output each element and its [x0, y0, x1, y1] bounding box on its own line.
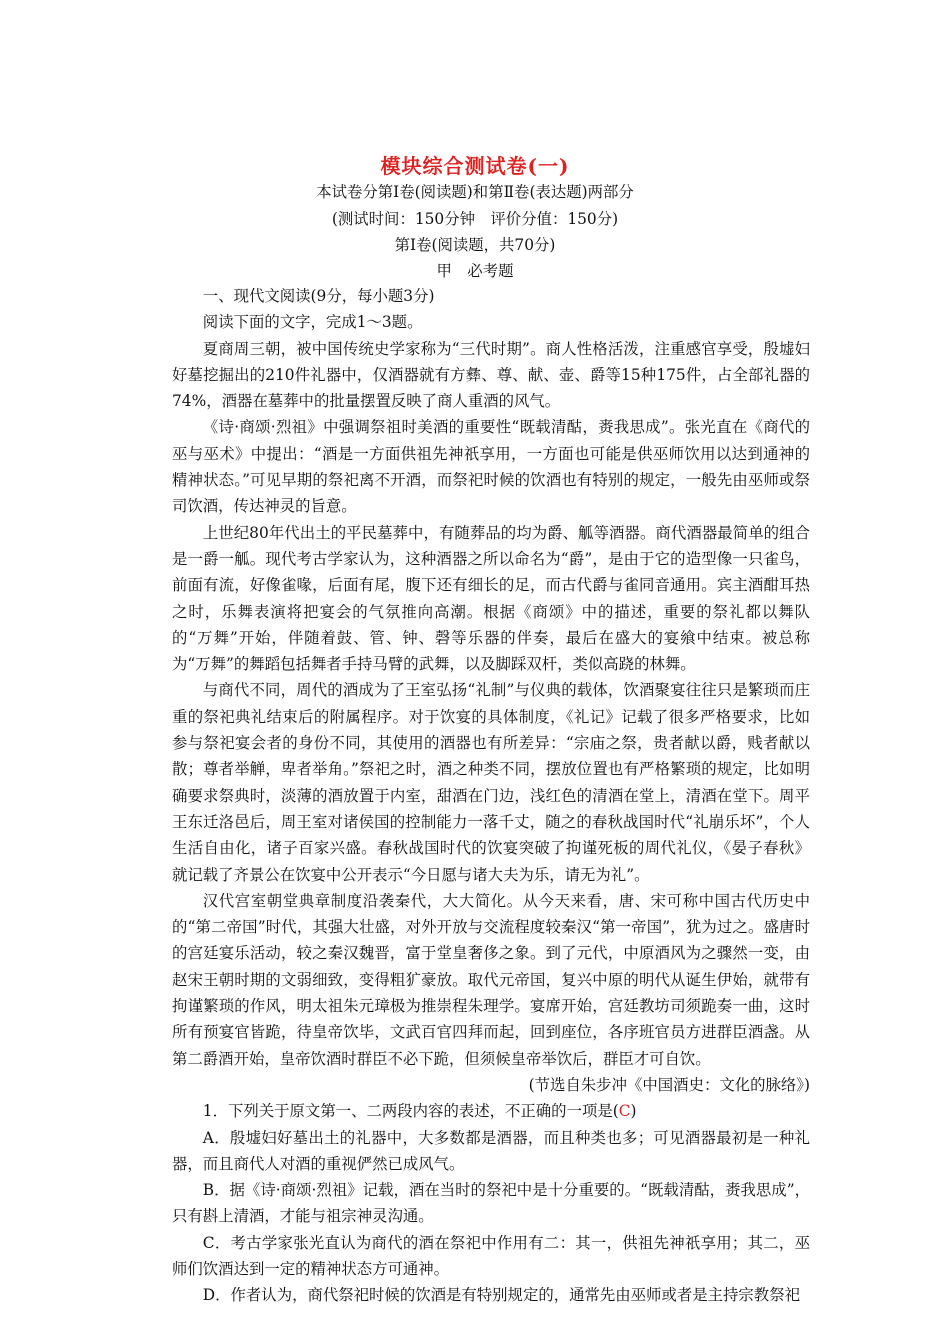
- question-1-close: ): [630, 1102, 637, 1121]
- question-1-text: 1．下列关于原文第一、二两段内容的表述，不正确的一项是(: [202, 1102, 619, 1121]
- exam-body: [172, 283, 810, 1309]
- exam-title: 模块综合测试卷(一): [380, 154, 570, 178]
- passage-paragraph-3: 上世纪80年代出土的平民墓葬中，有随葬品的均为爵、觚等酒器。商代酒器最简单的组合是一爵一觚。现代考古学家认为，这种酒器之所以命名为“爵”，是由于它的造型像一只雀鸟，前面有流，好像雀喙，后面有尾，腹下还有细长的足，而古代爵与雀同音通用。宾主酒酣耳热之时，乐舞表演将把宴会的气氛推向高潮。根据《商颂》中的描述，重要的祭礼都以舞队的“万舞”开始，伴随着鼓、管、钟、磬等乐器的伴奏，最后在盛大的宴飨中结束。被总称为“万舞”的舞蹈包括舞者手持马臂的武舞，以及脚踩双杆，类似高跷的林舞。: [172, 523, 810, 674]
- section1-heading: 一、现代文阅读(9分，每小题3分): [202, 287, 435, 305]
- question-1-option-b: B．据《诗·商颂·烈祖》记载，酒在当时的祭祀中是十分重要的。“既载清酤，赉我思成”，只有斟上清酒，才能与祖宗神灵沟通。: [172, 1181, 810, 1226]
- part-one-heading: 第Ⅰ卷(阅读题，共70分): [394, 236, 556, 254]
- passage-paragraph-4: 与商代不同，周代的酒成为了王室弘扬“礼制”与仪典的载体，饮酒聚宴往往只是繁琐而庄重的祭祀典礼结束后的附属程序。对于饮宴的具体制度，《礼记》记载了很多严格要求，比如参与祭祀宴会者的身份不同，其使用的酒器也有所差异：“宗庙之祭，贵者献以爵，贱者献以散；尊者举觯，卑者举角。”祭祀之时，酒之种类不同，摆放位置也有严格繁琐的规定，比如明确要求祭典时，淡薄的酒放置于内室，甜酒在门边，浅红色的清酒在堂上，清酒在堂下。周平王东迁洛邑后，周王室对诸侯国的控制能力一落千丈，随之的春秋战国时代“礼崩乐坏”，个人生活自由化，诸子百家兴盛。春秋战国时代的饮宴突破了拘谨死板的周代礼仪，《晏子春秋》就记载了齐景公在饮宴中公开表示“今日愿与诸大夫为乐，请无为礼”。: [172, 681, 810, 884]
- question-1-option-c: C．考古学家张光直认为商代的酒在祭祀中作用有二：其一，供祖先神祇享用；其二，巫师们饮酒达到一定的精神状态方可通神。: [172, 1233, 810, 1278]
- passage-paragraph-5: 汉代宫室朝堂典章制度沿袭秦代，大大简化。从今天来看，唐、宋可称中国古代历史中的“第二帝国”时代，其强大壮盛，对外开放与交流程度较秦汉“第一帝国”，犹为过之。盛唐时的宫廷宴乐活动，较之秦汉魏晋，富于堂皇奢侈之象。到了元代，中原酒风为之骤然一变，由赵宋王朝时期的文弱细致，变得粗犷豪放。取代元帝国，复兴中原的明代从诞生伊始，就带有拘谨繁琐的作风，明太祖朱元璋极为推崇程朱理学。宴席开始，宫廷教坊司须跪奏一曲，这时所有预宴官皆跪，待皇帝饮毕，文武百官四拜而起，回到座位，各序班官员方进群臣酒盏。从第二爵酒开始，皇帝饮酒时群臣不必下跪，但须候皇帝举饮后，群臣才可自饮。: [172, 891, 810, 1068]
- question-1-option-d: D．作者认为，商代祭祀时候的饮酒是有特别规定的，通常先由巫师或者是主持宗教祭祀: [202, 1286, 800, 1305]
- passage-paragraph-2: 《诗·商颂·烈祖》中强调祭祖时美酒的重要性“既载清酤，赉我思成”。张光直在《商代的巫与巫术》中提出：“酒是一方面供祖先神祇享用，一方面也可能是供巫师饮用以达到通神的精神状态。”可见早期的祭祀离不开酒，而祭祀时候的饮酒也有特别的规定，一般先由巫师或祭司饮酒，传达神灵的旨意。: [172, 418, 810, 516]
- question-1-option-a: A．殷墟妇好墓出土的礼器中，大多数都是酒器，而且种类也多；可见酒器最初是一种礼器，而且商代人对酒的重视俨然已成风气。: [172, 1128, 810, 1173]
- passage-source: (节选自朱步冲《中国酒史：文化的脉络》): [528, 1075, 810, 1094]
- question-1-stem: [172, 1098, 810, 1124]
- question-1-answer: C: [618, 1102, 631, 1121]
- exam-subtitle: 本试卷分第Ⅰ卷(阅读题)和第Ⅱ卷(表达题)两部分: [316, 183, 634, 201]
- exam-time-score: (测试时间：150分钟 评价分值：150分): [331, 210, 619, 228]
- passage-paragraph-1: 夏商周三朝，被中国传统史学家称为“三代时期”。商人性格活泼，注重感官享受，殷墟妇好墓挖掘出的210件礼器中，仅酒器就有方彝、尊、献、壶、爵等15种175件，占全部礼器的74%，酒器在墓葬中的批量摆置反映了商人重酒的风气。: [172, 339, 810, 411]
- section-a-heading: 甲 必考题: [436, 262, 514, 280]
- section1-instruction: 阅读下面的文字，完成1～3题。: [202, 313, 423, 332]
